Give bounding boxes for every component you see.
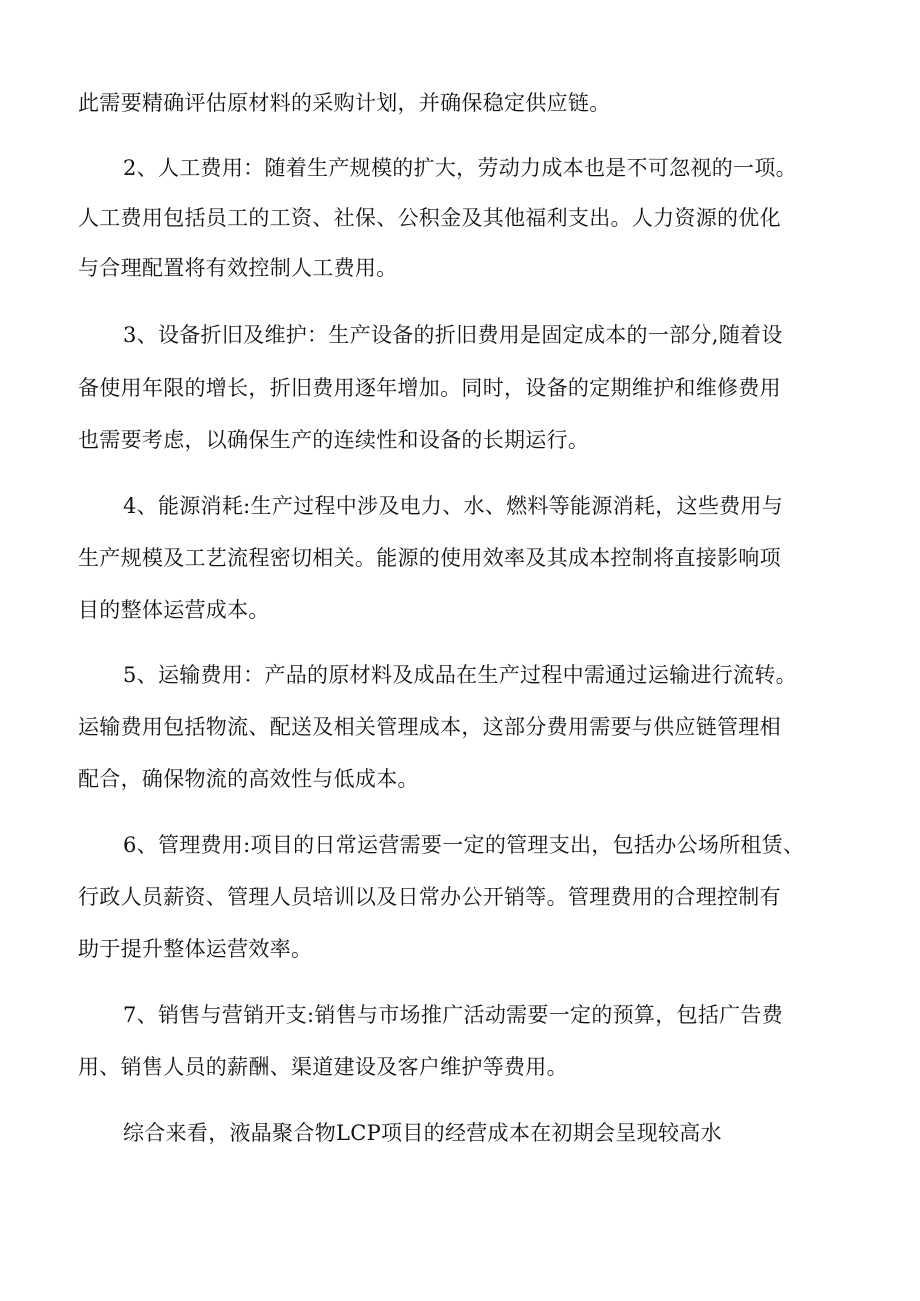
paragraph-line: 3、设备折旧及维护：生产设备的折旧费用是固定成本的一部分,随着设	[123, 323, 783, 347]
paragraph-line: 配合，确保物流的高效性与低成本。	[78, 767, 419, 791]
paragraph-line: 也需要考虑，以确保生产的连续性和设备的长期运行。	[78, 428, 590, 452]
paragraph-line: 2、人工费用：随着生产规模的扩大，劳动力成本也是不可忽视的一项。	[123, 156, 797, 180]
paragraph-line: 人工费用包括员工的工资、社保、公积金及其他福利支出。人力资源的优化	[78, 206, 781, 230]
paragraph-line: 5、运输费用：产品的原材料及成品在生产过程中需通过运输进行流转。	[123, 663, 797, 687]
paragraph-line: 助于提升整体运营效率。	[78, 937, 313, 961]
paragraph-line: 行政人员薪资、管理人员培训以及日常办公开销等。管理费用的合理控制有	[78, 885, 781, 909]
paragraph-line: 备使用年限的增长，折旧费用逐年增加。同时，设备的定期维护和维修费用	[78, 376, 781, 400]
paragraph-line: 此需要精确评估原材料的采购计划，并确保稳定供应链。	[78, 91, 611, 115]
paragraph-line: 7、销售与营销开支:销售与市场推广活动需要一定的预算，包括广告费	[123, 1003, 784, 1027]
paragraph-line: 6、管理费用:项目的日常运营需要一定的管理支出，包括办公场所租赁、	[123, 833, 805, 857]
paragraph-line: 与合理配置将有效控制人工费用。	[78, 256, 398, 280]
paragraph-line: 综合来看，液晶聚合物LCP项目的经营成本在初期会呈现较高水	[123, 1121, 722, 1145]
paragraph-line: 目的整体运营成本。	[78, 598, 270, 622]
paragraph-line: 生产规模及工艺流程密切相关。能源的使用效率及其成本控制将直接影响项	[78, 546, 781, 570]
paragraph-line: 运输费用包括物流、配送及相关管理成本，这部分费用需要与供应链管理相	[78, 715, 781, 739]
paragraph-line: 4、能源消耗:生产过程中涉及电力、水、燃料等能源消耗，这些费用与	[123, 494, 784, 518]
paragraph-line: 用、销售人员的薪酬、渠道建设及客户维护等费用。	[78, 1055, 568, 1079]
